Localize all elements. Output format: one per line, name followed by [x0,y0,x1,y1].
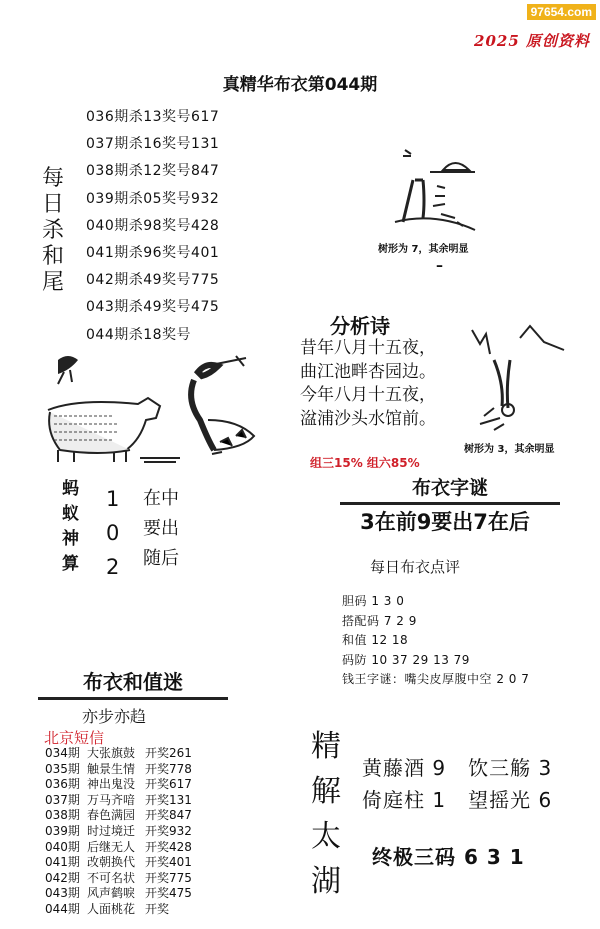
poem-line: 曲江池畔杏园边。 [300,361,436,382]
ant-char: 算 [62,554,79,574]
daily-kill-list [86,104,219,349]
kill-entry: 043期杀49奖号475 [86,299,220,316]
sms-phrase: 时过境迁 [87,823,136,838]
site-watermark: 97654.com [527,4,596,20]
tree-sketch-2-icon [464,320,574,438]
review-line: 胆码 1 3 0 [342,594,405,608]
kill-entry: 041期杀96奖号401 [86,245,220,262]
review-heading: 每日布衣点评 [370,558,461,576]
sms-row [45,871,192,887]
percent-note: 组三15% 组六85% [310,456,420,470]
review-line: 和值 12 18 [342,633,409,647]
sms-period: 038期 [45,808,80,823]
sms-result: 开奖617 [145,777,192,792]
review-line: 钱王字谜：嘴尖皮厚腹中空 2 0 7 [342,672,530,686]
sms-row [45,886,192,902]
sum-riddle-subtitle: 亦步亦趋 [82,707,147,726]
jingjie-line: 黄藤酒 9 饮三觞 3 [362,756,553,780]
sms-phrase: 大张旗鼓 [87,746,136,760]
tree-dash: – [436,258,443,274]
final-code: 终极三码 6 3 1 [372,845,525,869]
riddle-text: 3在前9要出7在后 [360,510,530,534]
beijing-sms-heading: 北京短信 [44,729,105,747]
sms-result: 开奖261 [145,746,192,760]
riddle-heading: 布衣字谜 [340,473,560,505]
sms-period: 041期 [45,855,80,870]
sms-row [45,762,192,778]
ant-word: 在中 [143,488,179,509]
tree-caption-2: 树形为 3，其余明显 [464,444,555,455]
sms-period: 042期 [45,870,80,885]
sms-result: 开奖847 [145,808,192,823]
sms-period: 034期 [45,746,80,760]
kill-entry: 036期杀13奖号617 [86,109,220,125]
ant-numbers [106,482,119,584]
daily-kill-label: 每日杀和尾 [41,166,64,295]
sum-riddle-heading: 布衣和值迷 [38,666,228,700]
sms-result: 开奖775 [145,870,192,885]
ant-char: 蚂 [62,479,79,499]
poem-line: 昔年八月十五夜， [300,338,436,358]
sms-phrase: 触景生情 [87,761,136,776]
sms-period: 037期 [45,792,80,807]
review-line: 搭配码 7 2 9 [342,613,417,628]
kill-entry: 037期杀16奖号131 [86,136,220,153]
kill-entry: 040期杀98奖号428 [86,217,220,234]
tree-sketch-1-icon [385,140,485,240]
sms-row [45,746,192,762]
poem-heading: 分析诗 [330,314,390,338]
sms-period: 035期 [45,761,80,776]
brand-stamp: 2025 原创资料 [474,32,590,50]
cow-fish-illustration-icon [40,350,280,470]
ant-number: 2 [106,555,120,579]
sms-result: 开奖 [145,901,170,916]
sms-phrase: 神出鬼没 [87,777,136,792]
beijing-sms-list [45,746,192,918]
sms-result: 开奖932 [145,823,192,838]
sms-phrase: 春色满园 [87,808,136,823]
poem-text [300,337,436,431]
sms-row [45,824,192,840]
sms-result: 开奖131 [145,792,192,807]
kill-entry: 039期杀05奖号932 [86,190,220,207]
review-list [342,592,529,690]
ant-label [62,477,82,577]
ant-number: 1 [106,487,120,511]
sms-phrase: 风声鹤唳 [87,886,136,901]
sms-phrase: 后继无人 [87,839,136,854]
sms-row [45,840,192,856]
sms-period: 043期 [45,886,80,901]
kill-entry: 042期杀49奖号775 [86,272,220,289]
sms-period: 039期 [45,823,80,838]
ant-word: 随后 [143,548,179,569]
sms-phrase: 改朝换代 [87,855,136,870]
review-line: 码防 10 37 29 13 79 [342,652,470,667]
sms-result: 开奖401 [145,855,192,870]
sms-result: 开奖475 [145,886,192,901]
page-title: 真精华布衣第044期 [222,75,378,95]
poem-line: 今年八月十五夜， [300,385,436,405]
sms-phrase: 人面桃花 [87,901,136,916]
ant-number: 0 [106,521,120,545]
ant-words [143,484,179,574]
ant-word: 要出 [143,518,179,539]
sms-row [45,808,192,824]
sms-row [45,855,192,871]
sms-phrase: 不可名状 [87,870,136,885]
tree-caption-1: 树形为 7，其余明显 [378,244,469,255]
sms-phrase: 万马齐喑 [87,792,136,807]
sms-result: 开奖778 [145,761,192,776]
kill-entry: 038期杀12奖号847 [86,163,220,180]
ant-char: 神 [62,529,79,549]
sms-row [45,793,192,809]
sms-period: 044期 [45,901,80,916]
jingjie-title: 精解太湖 [311,729,341,899]
jingjie-line: 倚庭柱 1 望摇光 6 [362,788,553,812]
sms-row [45,902,192,918]
sms-period: 036期 [45,777,80,792]
sms-row [45,777,192,793]
jingjie-lines [362,752,552,816]
poem-line: 湓浦沙头水馆前。 [300,408,436,429]
sms-result: 开奖428 [145,839,192,854]
ant-char: 蚁 [62,504,79,524]
kill-entry: 044期杀18奖号 [86,326,192,343]
sms-period: 040期 [45,839,80,854]
